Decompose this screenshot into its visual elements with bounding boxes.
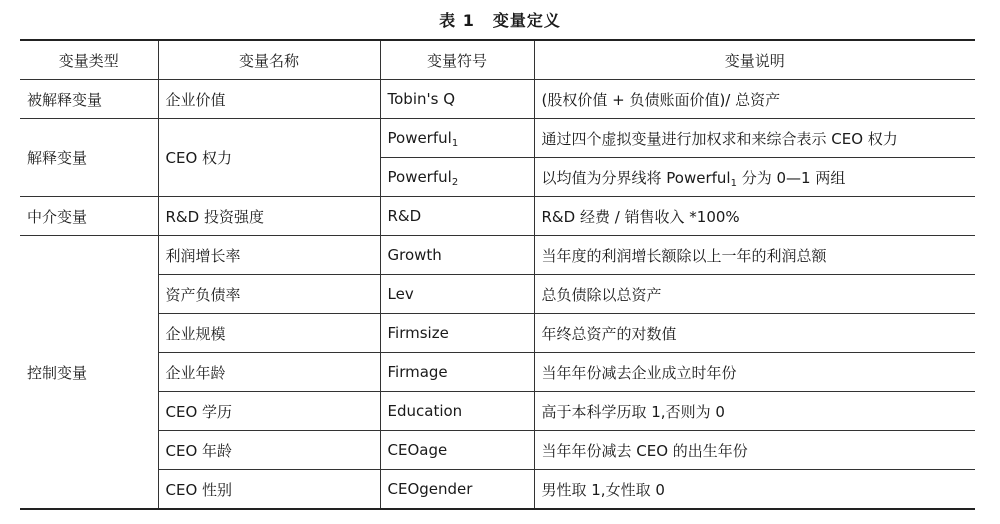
- description-text: 以均值为分界线将 Powerful: [541, 168, 731, 187]
- variable-description-cell: 男性取 1,女性取 0: [534, 470, 975, 510]
- symbol-text: Powerful: [387, 129, 452, 147]
- variable-symbol-cell: Firmsize: [380, 314, 534, 353]
- table-title: 变量定义: [492, 11, 561, 30]
- description-text: 分为 0—1 两组: [736, 168, 846, 187]
- variable-description-cell: 高于本科学历取 1,否则为 0: [534, 392, 975, 431]
- variable-name-cell: 企业价值: [158, 80, 380, 119]
- variable-description-cell: [534, 158, 975, 197]
- variable-symbol-cell: Growth: [380, 236, 534, 275]
- table-caption: [0, 8, 1000, 31]
- variable-description-cell: 当年度的利润增长额除以上一年的利润总额: [534, 236, 975, 275]
- variable-symbol-cell: CEOage: [380, 431, 534, 470]
- header-variable-name: 变量名称: [158, 40, 380, 80]
- variable-name-cell: R&D 投资强度: [158, 197, 380, 236]
- symbol-subscript: 2: [451, 177, 459, 188]
- variable-description-cell: R&D 经费 / 销售收入 *100%: [534, 197, 975, 236]
- variable-name-cell: 资产负债率: [158, 275, 380, 314]
- variable-name-cell: CEO 学历: [158, 392, 380, 431]
- variable-definition-table: [20, 39, 975, 510]
- variable-description-cell: 通过四个虚拟变量进行加权求和来综合表示 CEO 权力: [534, 119, 975, 158]
- header-variable-symbol: 变量符号: [380, 40, 534, 80]
- variable-symbol-cell: [380, 158, 534, 197]
- variable-type-cell: 解释变量: [20, 119, 158, 197]
- variable-name-cell: CEO 性别: [158, 470, 380, 510]
- description-subscript: 1: [730, 177, 737, 189]
- table-row: [20, 353, 975, 392]
- variable-description-cell: 总负债除以总资产: [534, 275, 975, 314]
- variable-type-cell: 中介变量: [20, 197, 158, 236]
- variable-description-cell: 当年年份减去 CEO 的出生年份: [534, 431, 975, 470]
- table-row: [20, 431, 975, 470]
- variable-name-cell: CEO 年龄: [158, 431, 380, 470]
- variable-description-cell: 当年年份减去企业成立时年份: [534, 353, 975, 392]
- table-row: [20, 470, 975, 510]
- table-row: [20, 392, 975, 431]
- variable-symbol-cell: Education: [380, 392, 534, 431]
- variable-symbol-cell: Tobin's Q: [380, 80, 534, 119]
- variable-name-cell: CEO 权力: [158, 119, 380, 197]
- variable-symbol-cell: R&D: [380, 197, 534, 236]
- variable-symbol-cell: [380, 119, 534, 158]
- symbol-text: Powerful: [387, 168, 452, 186]
- variable-symbol-cell: Firmage: [380, 353, 534, 392]
- variable-name-cell: 企业规模: [158, 314, 380, 353]
- variable-description-cell: (股权价值 + 负债账面价值)/ 总资产: [534, 80, 975, 119]
- symbol-subscript: 1: [451, 138, 459, 149]
- variable-symbol-cell: Lev: [380, 275, 534, 314]
- table-row: [20, 275, 975, 314]
- table-row: [20, 236, 975, 275]
- variable-description-cell: 年终总资产的对数值: [534, 314, 975, 353]
- header-variable-type: 变量类型: [20, 40, 158, 80]
- variable-type-cell: 被解释变量: [20, 80, 158, 119]
- variable-name-cell: 企业年龄: [158, 353, 380, 392]
- variable-symbol-cell: CEOgender: [380, 470, 534, 510]
- table-row: [20, 80, 975, 119]
- table-row: [20, 119, 975, 158]
- table-row: [20, 314, 975, 353]
- variable-name-cell: 利润增长率: [158, 236, 380, 275]
- table-number: 表 1: [439, 11, 475, 30]
- variable-type-cell: 控制变量: [20, 236, 158, 510]
- header-row: [20, 40, 975, 80]
- header-variable-description: 变量说明: [534, 40, 975, 80]
- table-row: [20, 197, 975, 236]
